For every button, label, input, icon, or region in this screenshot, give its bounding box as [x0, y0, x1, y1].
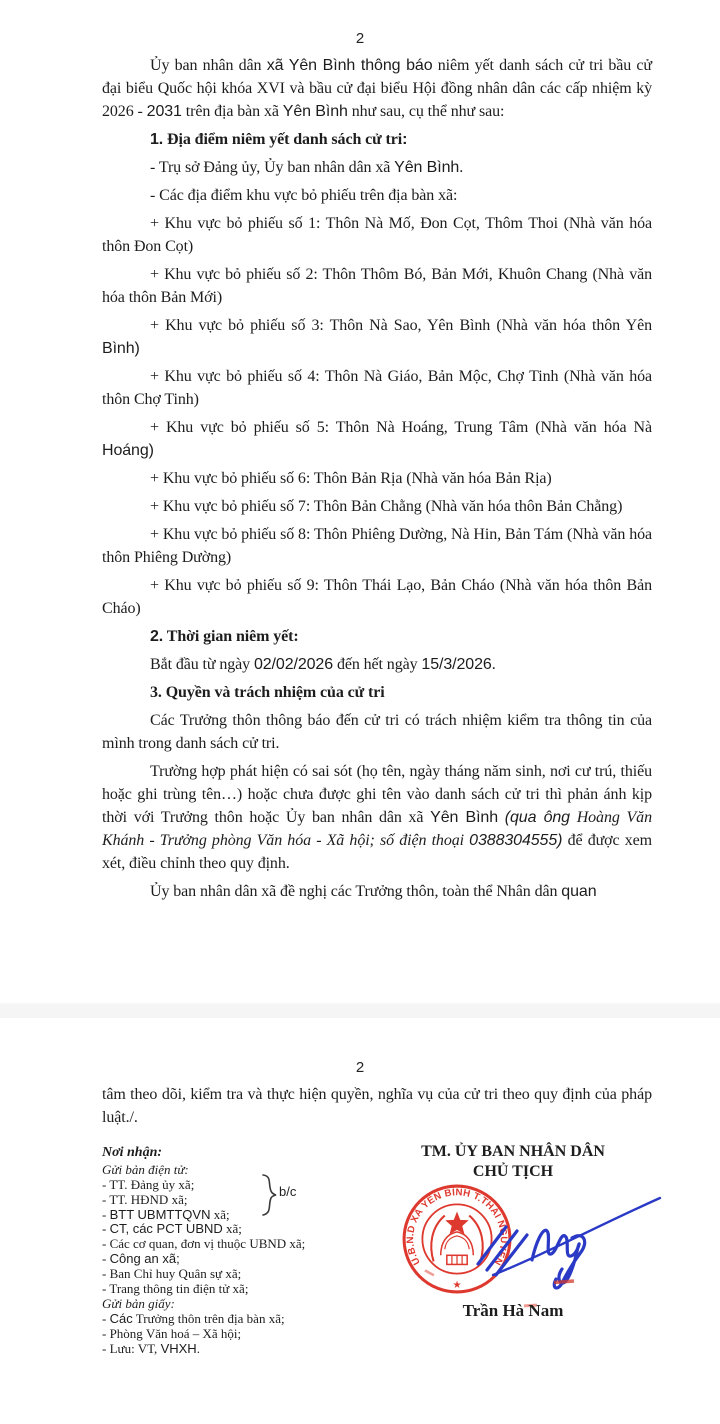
- signing-title: CHỦ TỊCH: [472, 1163, 554, 1180]
- text-run: - TT. Đảng ủy xã;: [102, 1177, 195, 1192]
- paragraph: [102, 681, 652, 704]
- text-run: quan: [561, 883, 597, 900]
- recipient-item: [102, 1267, 352, 1282]
- text-run: + Khu vực bỏ phiếu số 4: Thôn Nà Giáo, Bản Mộc, Chợ Tinh (Nhà văn hóa thôn Chợ Tinh): [102, 368, 652, 408]
- text-run: Các Trưởng thôn thông báo đến cử tri có trách nhiệm kiểm tra thông tin của mình trong danh sách cử tri.: [102, 712, 652, 752]
- recipients-block: [102, 1145, 352, 1357]
- text-run: .: [491, 656, 496, 673]
- signer-name: Trần Hà Nam: [462, 1301, 564, 1320]
- paragraph: [102, 625, 652, 648]
- text-run: -: [102, 1311, 110, 1327]
- text-run: + Khu vực bỏ phiếu số 7: Thôn Bản Chằng (Nhà văn hóa thôn Bản Chằng): [150, 498, 623, 515]
- page2-content: [102, 1083, 652, 1129]
- paragraph: [102, 314, 652, 360]
- text-run: Yên Bình: [430, 809, 499, 826]
- text-run: - Các cơ quan, đơn vị thuộc UBND xã;: [102, 1236, 306, 1252]
- recipient-item: [102, 1193, 352, 1208]
- recipients-paper-label: Gửi bản giấy:: [102, 1296, 175, 1312]
- recipient-item: [102, 1282, 352, 1297]
- page-2: [0, 1018, 720, 1424]
- recipient-item: [102, 1178, 352, 1193]
- paragraph: [102, 467, 652, 490]
- text-run: CT, các PCT UBND: [109, 1221, 223, 1237]
- recipient-item: [102, 1327, 352, 1342]
- text-run: Hoàng Văn Khánh - Trưởng phòng Văn hóa - Xã hội; số điện thoại: [102, 809, 652, 849]
- paragraph: [102, 184, 652, 207]
- paragraph: [102, 880, 652, 903]
- signing-authority: TM. ỦY BAN NHÂN DÂN: [421, 1143, 605, 1160]
- text-run: - Trụ sở Đảng ủy, Ủy ban nhân dân xã: [150, 159, 395, 176]
- text-run: Bình): [102, 340, 140, 357]
- text-run: như sau, cụ thể như sau:: [347, 103, 505, 120]
- text-run: xã;: [210, 1206, 230, 1222]
- text-run: .: [196, 1340, 200, 1356]
- bc-brace-icon: [260, 1173, 278, 1217]
- text-run: trên địa bàn xã: [181, 103, 283, 120]
- text-run: 2.: [150, 628, 164, 645]
- text-run: - Trang thông tin điện tử xã;: [102, 1280, 249, 1296]
- text-run: + Khu vực bỏ phiếu số 3: Thôn Nà Sao, Yên Bình (Nhà văn hóa thôn Yên: [150, 317, 652, 334]
- text-run: Ủy ban nhân dân xã đề nghị các Trưởng thôn, toàn thể Nhân dân: [150, 883, 562, 900]
- paragraph: [102, 653, 652, 676]
- page-number: 2: [355, 30, 365, 47]
- text-run: 2031: [146, 103, 182, 120]
- paragraph: [102, 212, 652, 258]
- text-run: để được xem xét, điều chỉnh theo quy định.: [102, 832, 652, 872]
- text-run: 02/02/2026: [253, 656, 334, 673]
- text-run: Thời gian niêm yết:: [163, 628, 299, 645]
- text-run: Trưởng thôn trên địa bàn xã;: [132, 1311, 285, 1327]
- page-separator: [0, 1002, 720, 1018]
- page-number: 2: [355, 1059, 365, 1076]
- paragraph: [102, 760, 652, 875]
- text-run: Bắt đầu từ ngày: [150, 656, 254, 673]
- text-run: - Phòng Văn hoá – Xã hội;: [102, 1326, 242, 1342]
- text-run: -: [102, 1221, 110, 1237]
- text-run: 0388304555): [469, 832, 563, 849]
- text-run: .: [459, 159, 464, 176]
- paragraph: [102, 365, 652, 411]
- text-run: - TT. HĐND xã;: [102, 1191, 188, 1207]
- text-run: Hoáng): [102, 442, 154, 459]
- recipients-title: Nơi nhận:: [102, 1145, 163, 1160]
- text-run: VHXH: [160, 1340, 197, 1356]
- text-run: BTT UBMTTQVN: [109, 1206, 211, 1222]
- text-run: - Các địa điểm khu vực bỏ phiếu trên địa bàn xã:: [150, 187, 458, 204]
- recipient-item: [102, 1222, 352, 1237]
- paragraph: [102, 54, 652, 123]
- text-run: + Khu vực bỏ phiếu số 1: Thôn Nà Mố, Đon Cọt, Thôm Thoi (Nhà văn hóa thôn Đon Cọt): [102, 215, 652, 255]
- text-run: 1.: [150, 131, 164, 148]
- text-run: + Khu vực bỏ phiếu số 6: Thôn Bản Rịa (Nhà văn hóa Bản Rịa): [150, 470, 552, 487]
- paragraph: [102, 263, 652, 309]
- text-run: niêm yết danh sách cử tri bầu cử đại biểu Quốc hội khóa XVI và bầu cử đại biểu Hội đồng nhân dân các cấp nhiệm kỳ 2026 -: [102, 57, 652, 120]
- text-run: + Khu vực bỏ phiếu số 2: Thôn Thôm Bó, Bản Mới, Khuôn Chang (Nhà văn hóa thôn Bản Mới): [102, 266, 652, 306]
- text-run: xã;: [222, 1221, 242, 1237]
- text-run: Yên Bình: [282, 103, 348, 120]
- seal-star-icon: ★: [452, 1279, 462, 1291]
- text-run: - Lưu: VT,: [102, 1340, 161, 1356]
- text-run: Công an xã;: [109, 1250, 180, 1266]
- recipients-group-0-items: [102, 1178, 352, 1296]
- text-run: + Khu vực bỏ phiếu số 5: Thôn Nà Hoáng, Trung Tâm (Nhà văn hóa Nà: [150, 419, 652, 436]
- text-run: -: [102, 1206, 110, 1222]
- paragraph: [102, 416, 652, 462]
- paragraph: [102, 128, 652, 151]
- signature-stroke: [448, 1194, 678, 1306]
- text-run: Trường hợp phát hiện có sai sót (họ tên, ngày tháng năm sinh, nơi cư trú, thiếu hoặc ghi trùng tên…) hoặc chưa được ghi tên vào danh sách cử tri thì phản ánh kịp thời với Trưởng thôn hoặc Ủy ban nhân dân xã: [102, 763, 652, 826]
- text-run: 15/3/2026: [421, 656, 492, 673]
- recipient-item: [102, 1342, 352, 1357]
- text-run: - Ban Chỉ huy Quân sự xã;: [102, 1265, 242, 1281]
- paragraph: [102, 709, 652, 755]
- paragraph: [102, 1083, 652, 1129]
- text-run: Yên Bình: [394, 159, 460, 176]
- signing-block: [402, 1142, 624, 1182]
- paragraph: [102, 523, 652, 569]
- recipients-electronic-label: Gửi bản điện tử:: [102, 1162, 189, 1177]
- recipient-item: [102, 1252, 352, 1267]
- paragraph: [102, 574, 652, 620]
- text-run: :: [402, 131, 408, 148]
- text-run: 3. Quyền và trách nhiệm của cử tri: [150, 684, 385, 701]
- text-run: Địa điểm niêm yết danh sách cử tri: [163, 131, 403, 148]
- paragraph: [102, 495, 652, 518]
- paragraph: [102, 156, 652, 179]
- text-run: tâm theo dõi, kiểm tra và thực hiện quyền, nghĩa vụ của cử tri theo quy định của pháp luật./.: [102, 1086, 652, 1126]
- bc-note: b/c: [279, 1184, 297, 1199]
- page1-content: [102, 54, 652, 903]
- text-run: -: [102, 1250, 110, 1266]
- recipient-item: [102, 1312, 352, 1327]
- recipients-group-1-items: [102, 1312, 352, 1356]
- text-run: + Khu vực bỏ phiếu số 8: Thôn Phiêng Dường, Nà Hin, Bản Tám (Nhà văn hóa thôn Phiêng Dường): [102, 526, 652, 566]
- text-run: đến hết ngày: [333, 656, 422, 673]
- text-run: [498, 809, 505, 826]
- seal-ring-text: U.B.N.D XÃ YÊN BÌNH T.THÁI NGUYÊN: [405, 1187, 509, 1267]
- text-run: Các: [109, 1311, 133, 1327]
- text-run: Ủy ban nhân dân: [150, 57, 267, 74]
- recipient-item: [102, 1237, 352, 1252]
- text-run: + Khu vực bỏ phiếu số 9: Thôn Thái Lạo, Bản Cháo (Nhà văn hóa thôn Bản Cháo): [102, 577, 652, 617]
- text-run: (qua ông: [504, 809, 570, 826]
- text-run: xã Yên Bình thông báo: [266, 57, 433, 74]
- recipient-item: [102, 1208, 352, 1223]
